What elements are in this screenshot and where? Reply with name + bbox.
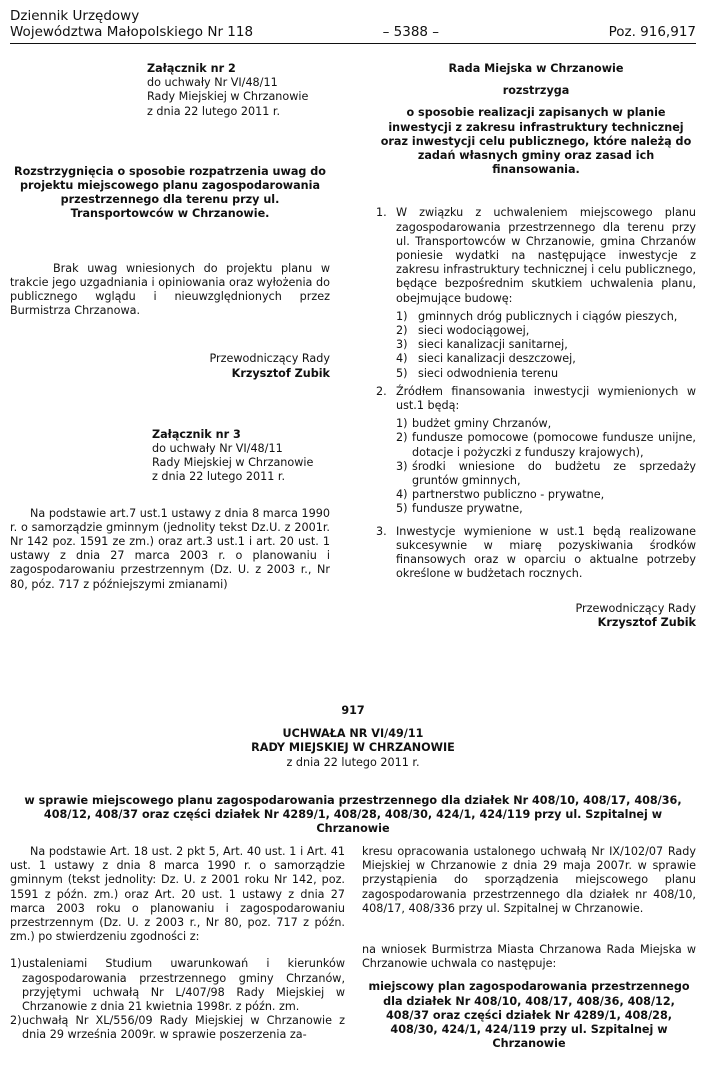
list-item bbox=[10, 957, 345, 1014]
attachment-3-block bbox=[10, 428, 330, 485]
list-item-text: sieci kanalizacji deszczowej, bbox=[418, 352, 576, 366]
list-item bbox=[396, 352, 696, 366]
journal-region: Województwa Małopolskiego Nr 118 bbox=[10, 24, 254, 40]
paragraph-number: 3. bbox=[376, 524, 387, 538]
resolution-date: z dnia 22 lutego 2011 r. bbox=[286, 755, 420, 769]
list-item-number: 3) bbox=[396, 338, 408, 352]
list-item-number: 4) bbox=[396, 352, 408, 366]
resolution-title: UCHWAŁA NR VI/49/11 bbox=[282, 727, 424, 741]
list-item bbox=[396, 367, 696, 381]
list-item-text: partnerstwo publiczno - prywatne, bbox=[412, 488, 605, 502]
list-item bbox=[10, 1014, 345, 1042]
attachment-2-line: do uchwały Nr VI/48/11 bbox=[147, 76, 278, 90]
plan-title: miejscowy plan zagospodarowania przestrzennego dla działek Nr 408/10, 408/17, 408/36, 408/12, 408/37 oraz części działek Nr 4289/1, 408/28, 408/30, 424/1, 424/119 przy ul. Szpitalnej w Chrzanowie bbox=[368, 980, 690, 1051]
resolution-917-header bbox=[10, 704, 696, 836]
page-header bbox=[10, 8, 696, 40]
paragraph-3 bbox=[376, 525, 696, 582]
list-item-number: 4) bbox=[396, 488, 408, 502]
attachment-2-line: Rady Miejskiej w Chrzanowie bbox=[147, 90, 309, 104]
attachment-3-line: Rady Miejskiej w Chrzanowie bbox=[152, 456, 314, 470]
list-item-number: 5) bbox=[396, 502, 408, 516]
list-item-text: budżet gminy Chrzanów, bbox=[412, 417, 552, 431]
attachment-2-title: Załącznik nr 2 bbox=[147, 62, 236, 75]
list-item bbox=[396, 431, 696, 459]
journal-name: Dziennik Urzędowy bbox=[10, 8, 140, 24]
list-item-number: 2) bbox=[396, 324, 408, 338]
paragraph-number: 1. bbox=[376, 206, 387, 220]
position-number: Poz. 916,917 bbox=[608, 24, 696, 40]
list-item-text: środki wniesione do budżetu ze sprzedaży gruntów gminnych, bbox=[412, 459, 696, 488]
list-item bbox=[396, 417, 696, 431]
list-item-text: fundusze prywatne, bbox=[412, 502, 523, 516]
list-item-text: ustaleniami Studium uwarunkowań i kierunków zagospodarowania przestrzennego gminy Chrzanów, przyjętymi uchwałą Nr L/407/98 Rady Miejskiej w Chrzanowie z dnia 21 kwietnia 1998r. z późn. zm. bbox=[22, 957, 345, 1014]
scope-continuation: kresu opracowania ustalonego uchwałą Nr IX/102/07 Rady Miejskiej w Chrzanowie z dnia 29 maja 2007r. w sprawie przystąpienia do sporządzenia miejscowego planu zagospodarowania przestrzennego dla działek nr 408/10, 408/17, 408/336 przy ul. Szpitalnej w Chrzanowie. bbox=[362, 845, 696, 915]
paragraph-1 bbox=[376, 206, 696, 305]
list-item-number: 1) bbox=[396, 309, 408, 323]
list-item-text: sieci wodociągowej, bbox=[418, 324, 530, 338]
paragraph-number: 2. bbox=[376, 384, 387, 398]
attachment-2-line: z dnia 22 lutego 2011 r. bbox=[147, 104, 281, 118]
paragraph-text: Źródłem finansowania inwestycji wymienionych w ust.1 będą: bbox=[396, 384, 696, 413]
list-item-text: sieci kanalizacji sanitarnej, bbox=[418, 338, 568, 352]
decides-label: rozstrzyga bbox=[502, 84, 570, 98]
financing-list bbox=[376, 417, 696, 516]
list-item-text: gminnych dróg publicznych i ciągów pieszych, bbox=[418, 309, 678, 323]
attachment-3-line: do uchwały Nr VI/48/11 bbox=[152, 442, 283, 456]
list-item-number: 1) bbox=[396, 417, 408, 431]
paragraph-text: W związku z uchwaleniem miejscowego planu zagospodarowania przestrzennego dla terenu przy ul. Transportowców w Chrzanowie, gmina Chrzanów poniesie wydatki na następujące inwestycje z zakresu infrastruktury technicznej i celu publicznego, będące bezpośrednim skutkiem uchwalenia planu, obejmujące budowę: bbox=[396, 206, 696, 305]
list-item bbox=[396, 460, 696, 488]
list-item bbox=[396, 502, 696, 516]
signature-name: Krzysztof Zubik bbox=[231, 366, 330, 380]
right-column bbox=[376, 62, 696, 630]
resolution-body: Brak uwag wniesionych do projektu planu w trakcie jego uzgadniania i opiniowania oraz wyłożenia do publicznego wglądu i nieuwzględnionych przez Burmistrza Chrzanowa. bbox=[10, 261, 330, 318]
decision-subject: o sposobie realizacji zapisanych w planie inwestycji z zakresu infrastruktury technicznej oraz inwestycji celu publicznego, które należą do zadań własnych gminy oraz zasad ich finansowania. bbox=[380, 106, 692, 177]
list-item-text: uchwałą Nr XL/556/09 Rady Miejskiej w Chrzanowie z dnia 29 września 2009r. w sprawie poszerzenia za- bbox=[22, 1014, 345, 1042]
signature-role: Przewodniczący Rady bbox=[209, 352, 330, 366]
list-item-text: fundusze pomocowe (pomocowe fundusze unijne, dotacje i pożyczki z funduszy krajowych), bbox=[412, 431, 696, 459]
signature-role: Przewodniczący Rady bbox=[575, 601, 696, 615]
resolution-917-left bbox=[10, 845, 345, 1043]
attachment-3-line: z dnia 22 lutego 2011 r. bbox=[152, 470, 286, 484]
compliance-list bbox=[10, 957, 345, 1042]
list-item-number: 2) bbox=[10, 1014, 22, 1028]
paragraph-2 bbox=[376, 385, 696, 413]
resolution-council: RADY MIEJSKIEJ W CHRZANOWIE bbox=[251, 741, 455, 755]
left-column bbox=[10, 62, 330, 592]
list-item bbox=[396, 324, 696, 338]
list-item-text: sieci odwodnienia terenu bbox=[418, 366, 559, 380]
resolution-subject: w sprawie miejscowego planu zagospodarowania przestrzennego dla działek Nr 408/10, 408/17, 408/36, 408/12, 408/37 oraz części działek Nr 4289/1, 408/28, 408/30, 424/1, 424/119 przy ul. Szpitalnej w Chrzanowie bbox=[24, 793, 682, 836]
list-item-number: 2) bbox=[396, 431, 408, 445]
list-item bbox=[396, 338, 696, 352]
signature-name: Krzysztof Zubik bbox=[597, 615, 696, 629]
item-number: 917 bbox=[341, 704, 365, 717]
list-item-number: 1) bbox=[10, 957, 22, 971]
header-rule bbox=[10, 43, 696, 44]
attachment-3-title: Załącznik nr 3 bbox=[152, 427, 241, 441]
resolution-heading: Rozstrzygnięcia o sposobie rozpatrzenia uwag do projektu miejscowego planu zagospodarowania przestrzennego dla terenu przy ul. Transportowców w Chrzanowie. bbox=[14, 164, 326, 221]
list-item-number: 3) bbox=[396, 459, 408, 473]
list-item-number: 5) bbox=[396, 366, 408, 380]
legal-basis: Na podstawie Art. 18 ust. 2 pkt 5, Art. 40 ust. 1 i Art. 41 ust. 1 ustawy z dnia 8 marca 1990 r. o samorządzie gminnym (tekst jednolity: Dz. U. z 2001 roku Nr 142, poz. 1591 z późn. zm.) oraz Art. 20 ust. 1 ustawy z dnia 27 marca 2003 roku o planowaniu i zagospodarowaniu przestrzennym (Dz. U. z 2003 r., Nr 80, poz. 717 z późn. zm.) po stwierdzeniu zgodności z: bbox=[10, 845, 345, 944]
motion-text: na wniosek Burmistrza Miasta Chrzanowa Rada Miejska w Chrzanowie uchwala co następuje: bbox=[362, 943, 696, 971]
page-number: – 5388 – bbox=[382, 24, 440, 40]
attachment-2-block bbox=[10, 62, 330, 119]
paragraph-text: Inwestycje wymienione w ust.1 będą realizowane sukcesywnie w miarę pozyskiwania środków finansowych oraz w oparciu o aktualne potrzeby określone w budżetach rocznych. bbox=[396, 524, 696, 581]
council-name: Rada Miejska w Chrzanowie bbox=[448, 62, 624, 75]
investment-list bbox=[376, 310, 696, 381]
list-item bbox=[396, 310, 696, 324]
list-item bbox=[396, 488, 696, 502]
attachment-3-body: Na podstawie art.7 ust.1 ustawy z dnia 8 marca 1990 r. o samorządzie gminnym (jednolity tekst Dz.U. z 2001r. Nr 142 poz. 1591 ze zm.) oraz art.3 ust.1 i art. 20 ust. 1 ustawy z dnia 27 marca 2003 r. o planowaniu i zagospodarowaniu przestrzennym (Dz. U. z 2003 r., Nr 80, póz. 717 z późniejszymi zmianami) bbox=[10, 506, 330, 591]
resolution-917-right bbox=[362, 845, 696, 1051]
